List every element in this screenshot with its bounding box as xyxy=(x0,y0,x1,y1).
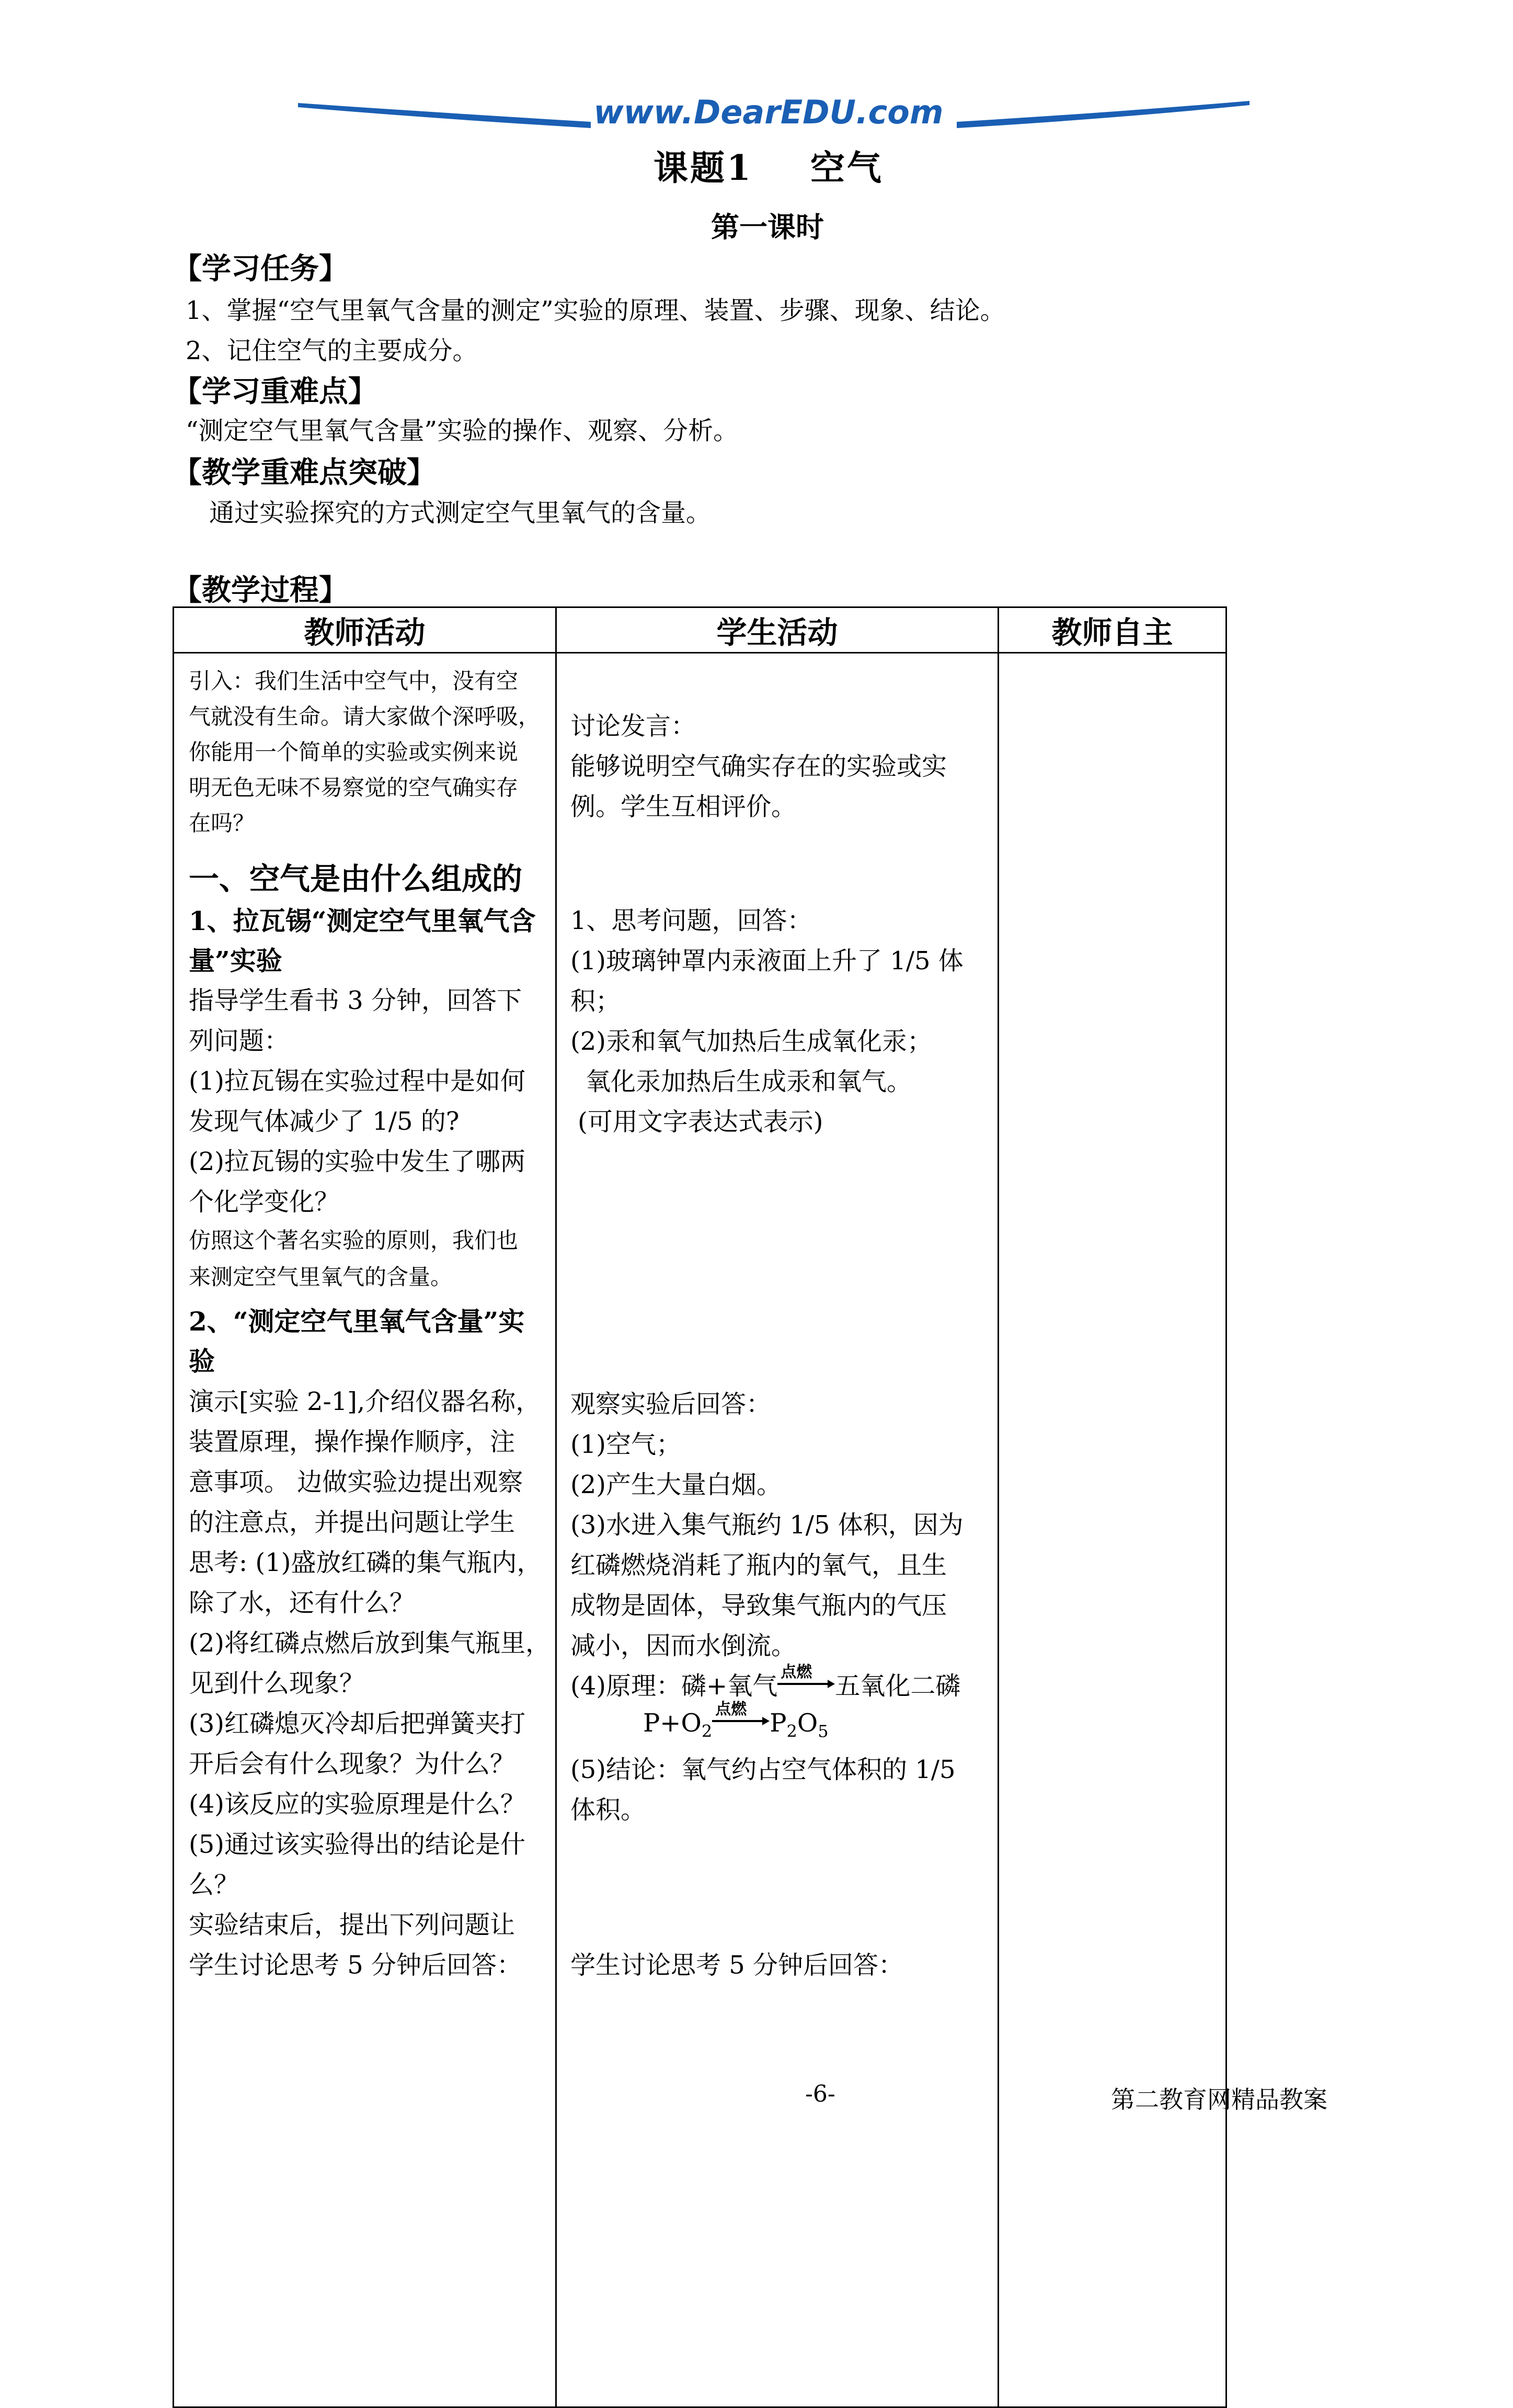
teacher-notes-cell xyxy=(999,653,1227,2407)
section-breakthrough-heading: 【教学重难点突破】 xyxy=(173,455,436,490)
student-line: 例。学生互相评价。 xyxy=(570,792,797,821)
symbol-equation-product: P xyxy=(770,1708,787,1738)
teacher-line: 装置原理，操作操作顺序，注 xyxy=(189,1427,515,1457)
word-equation-reactants: (4)原理：磷+氧气 xyxy=(570,1671,778,1701)
teacher-line: 见到什么现象？ xyxy=(189,1669,365,1698)
word-equation-product: 五氧化二磷 xyxy=(835,1671,961,1701)
teacher-intro-line: 在吗？ xyxy=(189,810,255,836)
teacher-intro-line: 你能用一个简单的实验或实例来说 xyxy=(189,739,519,765)
section-process-heading: 【教学过程】 xyxy=(173,573,348,607)
student-line: 能够说明空气确实存在的实验或实 xyxy=(570,752,947,781)
teacher-activity-cell xyxy=(174,653,556,2407)
footer-source: 第二教育网精品教案 xyxy=(1111,2085,1327,2114)
key-item-1: “测定空气里氧气含量”实验的操作、观察、分析。 xyxy=(186,416,739,445)
symbol-equation-product: O xyxy=(797,1708,818,1738)
student-activity-cell xyxy=(556,653,999,2407)
student-line: 体积。 xyxy=(570,1795,646,1825)
teacher-line: 演示[实验 2-1],介绍仪器名称， xyxy=(189,1387,541,1416)
student-line: 学生讨论思考 5 分钟后回答： xyxy=(570,1951,904,1980)
teacher-line: 思考: (1)盛放红磷的集气瓶内， xyxy=(189,1548,542,1577)
teacher-line: 指导学生看书 3 分钟，回答下 xyxy=(189,986,522,1015)
reaction-arrow xyxy=(712,1700,770,1732)
title-right: 空气 xyxy=(810,147,884,188)
teacher-line: 个化学变化？ xyxy=(189,1187,340,1217)
subsection-heading-oxygen-test: 2、“测定空气里氧气含量”实 xyxy=(189,1306,525,1337)
student-line: 积； xyxy=(570,987,621,1016)
reaction-condition: 点燃 xyxy=(781,1663,812,1681)
student-line: 讨论发言： xyxy=(570,712,696,741)
teacher-line: (3)红磷熄灭冷却后把弹簧夹打 xyxy=(189,1709,525,1738)
student-line: (1)玻璃钟罩内汞液面上升了 1/5 体 xyxy=(570,946,964,976)
student-line: (5)结论：氧气约占空气体积的 1/5 xyxy=(570,1755,956,1784)
title-left: 课题1 xyxy=(654,147,753,188)
header-student-activity: 学生活动 xyxy=(556,607,999,653)
student-line: 氧化汞加热后生成汞和氧气。 xyxy=(586,1067,912,1096)
subscript: 5 xyxy=(818,1721,829,1741)
teacher-line: 学生讨论思考 5 分钟后回答： xyxy=(189,1951,522,1980)
task-item-2: 2、记住空气的主要成分。 xyxy=(186,336,478,365)
teacher-line: (1)拉瓦锡在实验过程中是如何 xyxy=(189,1067,525,1096)
teacher-line: 意事项。 边做实验边提出观察 xyxy=(189,1467,523,1497)
breakthrough-item-1: 通过实验探究的方式测定空气里氧气的含量。 xyxy=(209,498,712,528)
student-line: 成物是固体，导致集气瓶内的气压 xyxy=(570,1591,947,1620)
student-line: 减小，因而水倒流。 xyxy=(570,1631,797,1660)
teacher-line: 除了水，还有什么？ xyxy=(189,1588,415,1618)
student-line: 观察实验后回答： xyxy=(570,1390,772,1419)
subscript: 2 xyxy=(701,1721,713,1741)
teacher-line: 的注意点，并提出问题让学生 xyxy=(189,1508,515,1537)
header-teacher-notes: 教师自主 xyxy=(999,607,1227,653)
subsection-heading-lavoisier: 1、拉瓦锡“测定空气里氧气含 xyxy=(189,905,536,936)
subsection-heading-oxygen-test: 验 xyxy=(189,1346,215,1377)
teacher-line: 列问题： xyxy=(189,1026,290,1056)
teacher-intro-line: 气就没有生命。请大家做个深呼吸， xyxy=(189,704,541,729)
word-equation xyxy=(570,1663,961,1702)
site-logo-text: www.DearEDU.com xyxy=(593,93,944,131)
teacher-line: (2)拉瓦锡的实验中发生了哪两 xyxy=(189,1147,525,1176)
teacher-line: 来测定空气里氧气的含量。 xyxy=(189,1264,453,1290)
teacher-line: 仿照这个著名实验的原则，我们也 xyxy=(189,1228,519,1253)
section-task-heading: 【学习任务】 xyxy=(173,251,348,286)
section-heading-air-composition: 一、空气是由什么组成的 xyxy=(189,861,523,897)
student-line: (可用文字表达式表示) xyxy=(578,1107,823,1137)
reaction-arrow xyxy=(777,1663,835,1694)
task-item-1: 1、掌握“空气里氧气含量的测定”实验的原理、装置、步骤、现象、结论。 xyxy=(186,296,1005,325)
teacher-line: 实验结束后，提出下列问题让 xyxy=(189,1910,515,1940)
student-line: (3)水进入集气瓶约 1/5 体积，因为 xyxy=(570,1510,964,1540)
teacher-intro-line: 明无色无味不易察觉的空气确实存 xyxy=(189,775,519,800)
table-header-row xyxy=(174,607,1227,653)
student-line: (2)汞和氧气加热后生成氧化汞； xyxy=(570,1027,932,1056)
header-teacher-activity: 教师活动 xyxy=(174,607,556,653)
teacher-line: (5)通过该实验得出的结论是什 xyxy=(189,1830,525,1859)
reaction-condition: 点燃 xyxy=(715,1700,747,1718)
subsection-heading-lavoisier: 量”实验 xyxy=(189,945,282,976)
teacher-line: 开后会有什么现象？为什么？ xyxy=(189,1749,515,1779)
teacher-line: (4)该反应的实验原理是什么？ xyxy=(189,1790,525,1819)
teacher-line: 么？ xyxy=(189,1870,239,1899)
teacher-line: 发现气体减少了 1/5 的? xyxy=(189,1107,460,1136)
table-row xyxy=(174,653,1227,2407)
page-title xyxy=(654,140,884,190)
teacher-line: (2)将红磷点燃后放到集气瓶里， xyxy=(189,1629,551,1658)
student-line: (1)空气； xyxy=(570,1430,681,1459)
subscript: 2 xyxy=(786,1721,797,1741)
page-subtitle: 第一课时 xyxy=(711,210,824,244)
page-number: -6- xyxy=(805,2081,835,2107)
symbol-equation-reactants: P+O xyxy=(643,1708,702,1738)
student-line: (2)产生大量白烟。 xyxy=(570,1470,782,1499)
teacher-intro-line: 引入：我们生活中空气中，没有空 xyxy=(189,668,519,694)
section-key-heading: 【学习重难点】 xyxy=(173,374,377,409)
lesson-table xyxy=(173,606,1227,2408)
student-line: 红磷燃烧消耗了瓶内的氧气，且生 xyxy=(570,1551,947,1580)
student-line: 1、思考问题，回答： xyxy=(570,906,812,935)
symbol-equation xyxy=(643,1700,829,1741)
